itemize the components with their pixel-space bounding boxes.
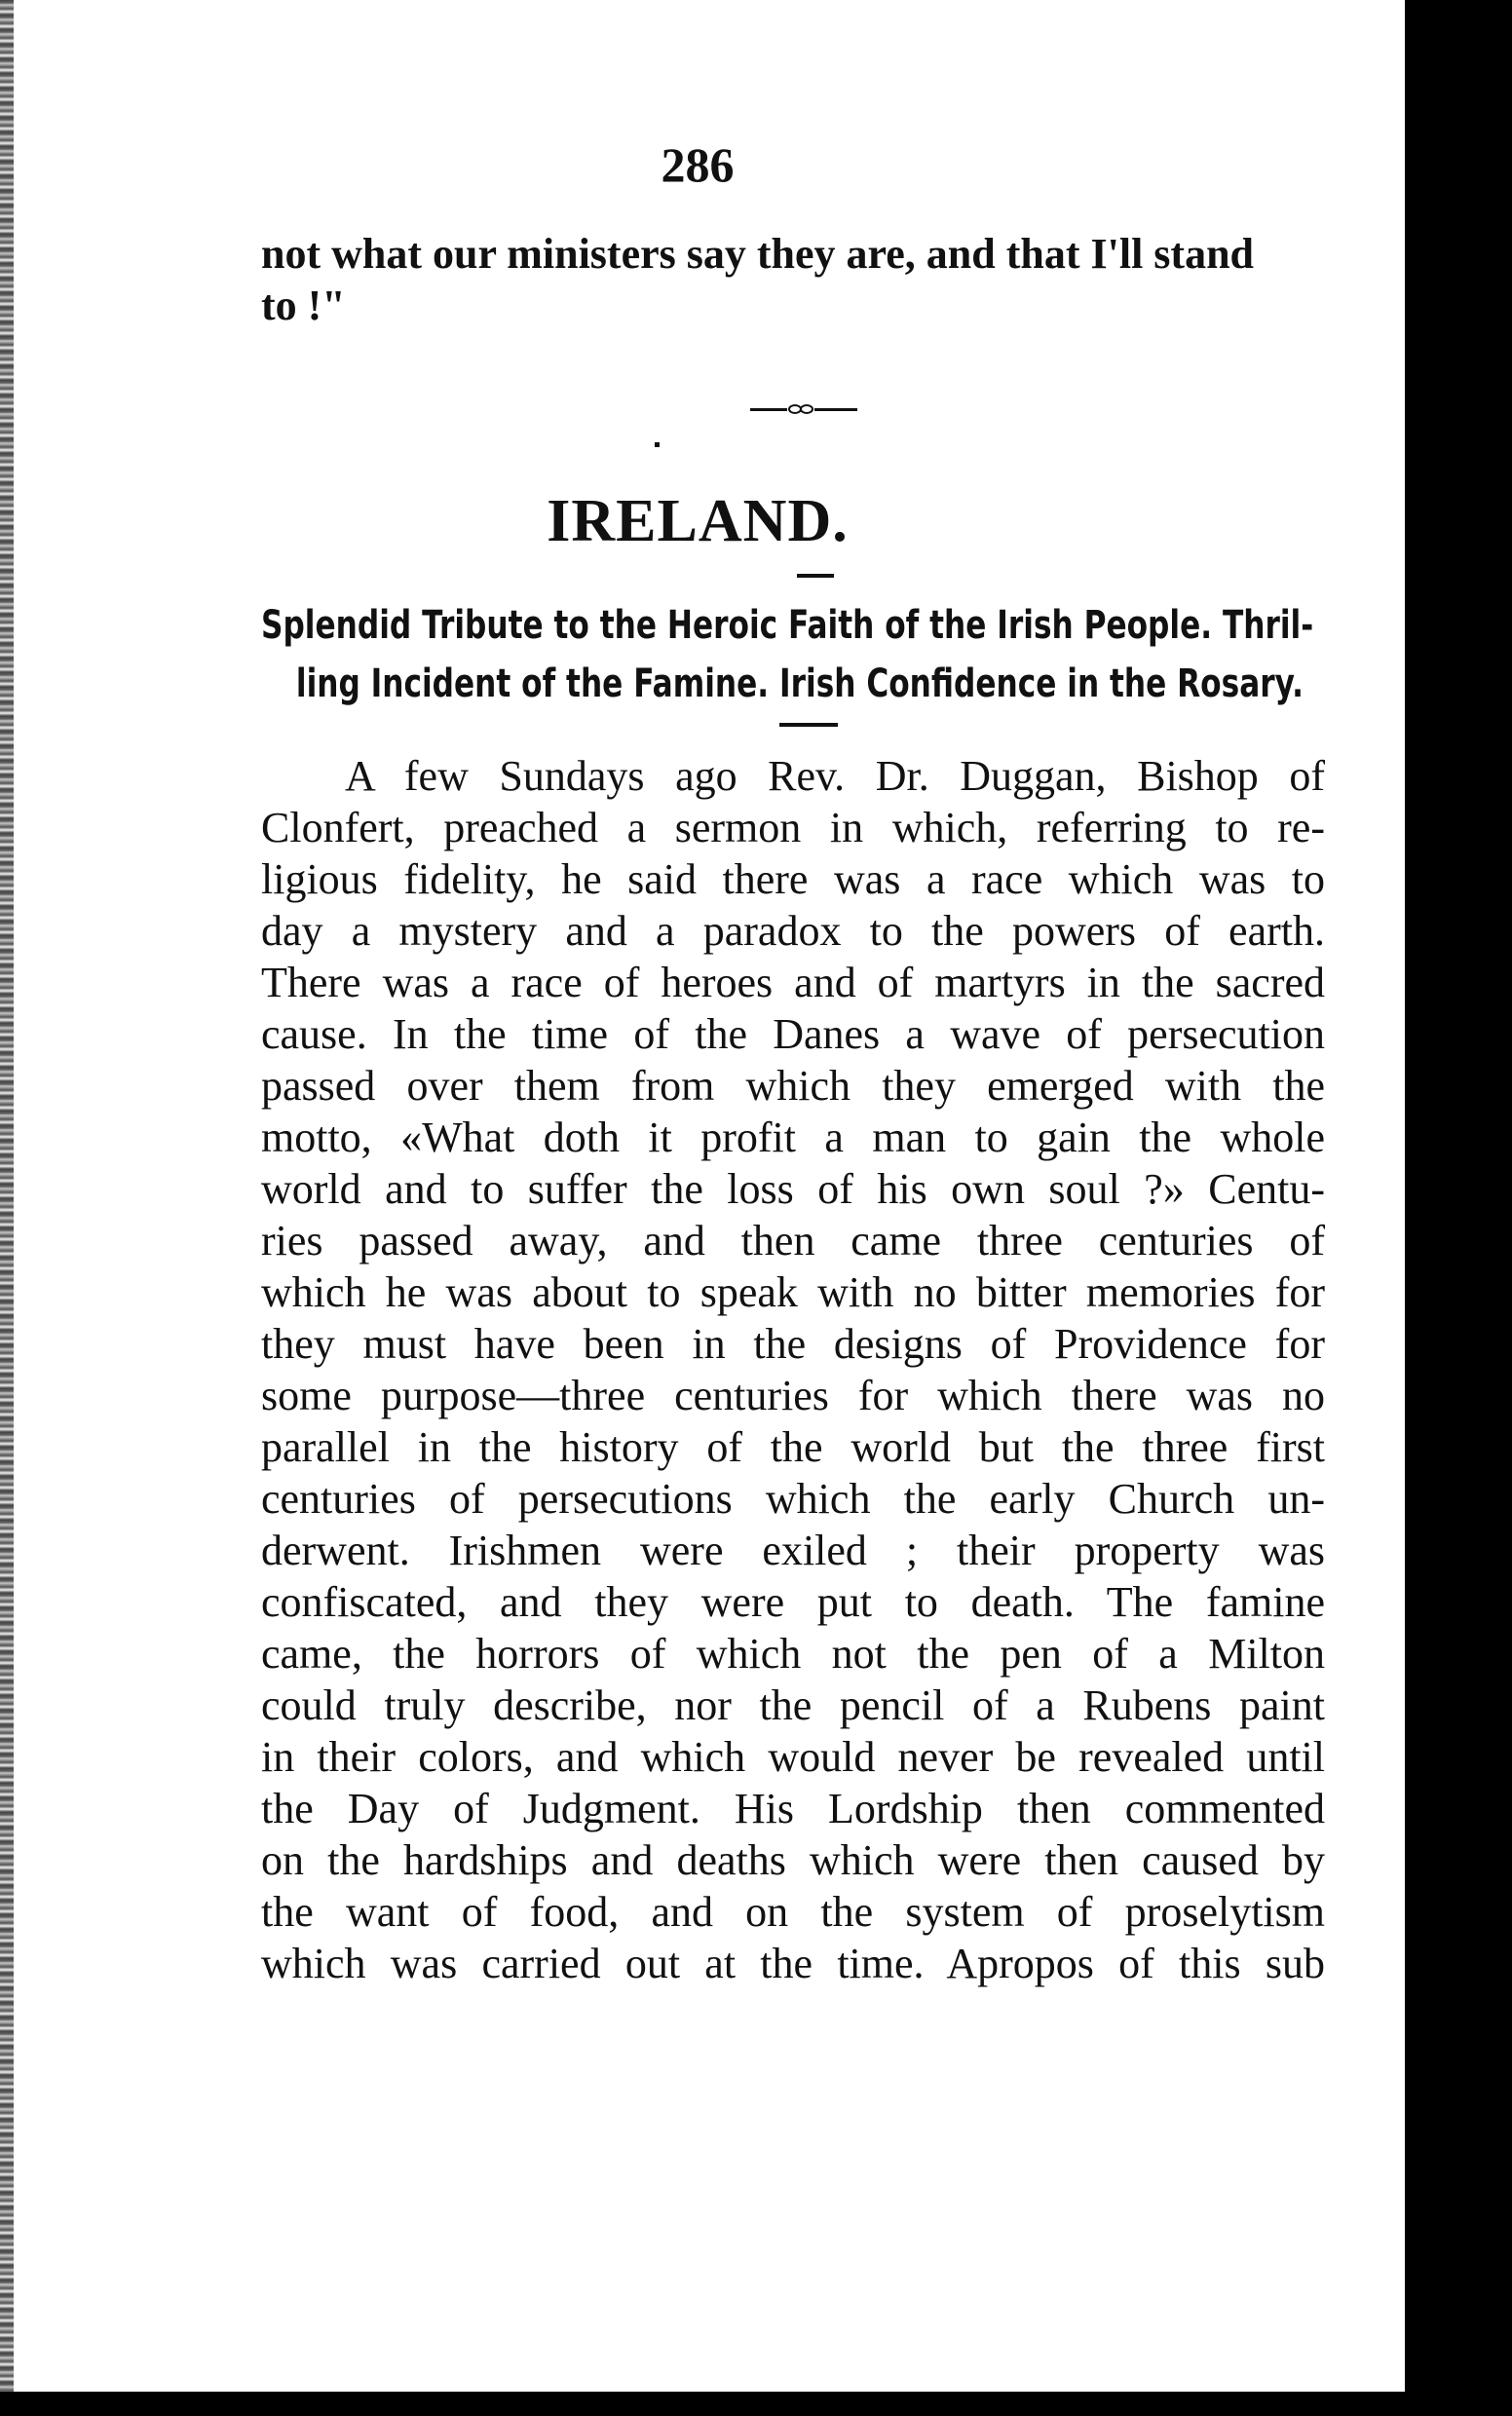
section-title: IRELAND. xyxy=(547,488,849,554)
body-line: confiscated, and they were put to death. The famine xyxy=(261,1578,1325,1626)
body-line: on the hardships and deaths which were then caused by xyxy=(261,1836,1325,1884)
dot-mark xyxy=(655,442,660,447)
short-rule xyxy=(779,723,838,727)
subtitle-line: Splendid Tribute to the Heroic Faith of the Irish People. Thril- xyxy=(261,603,1314,648)
body-text xyxy=(261,750,1325,1989)
body-line: they must have been in the designs of Providence for xyxy=(261,1320,1325,1368)
scan-right-border xyxy=(1405,0,1512,2416)
body-line: the want of food, and on the system of proselytism xyxy=(261,1888,1325,1936)
body-line: Clonfert, preached a sermon in which, referring to re- xyxy=(261,804,1325,851)
body-line: ries passed away, and then came three centuries of xyxy=(261,1217,1325,1265)
body-line: the Day of Judgment. His Lordship then commented xyxy=(261,1785,1325,1832)
body-line: centuries of persecutions which the early Church un- xyxy=(261,1475,1325,1523)
body-line: cause. In the time of the Danes a wave of persecution xyxy=(261,1010,1325,1058)
body-line: which he was about to speak with no bitter memories for xyxy=(261,1268,1325,1316)
body-line: passed over them from which they emerged with the xyxy=(261,1062,1325,1110)
short-rule xyxy=(797,574,834,578)
body-line: A few Sundays ago Rev. Dr. Duggan, Bishop of xyxy=(345,752,1325,800)
opening-line: not what our ministers say they are, and that I'll stand xyxy=(261,230,1255,278)
body-line: parallel in the history of the world but the three first xyxy=(261,1423,1325,1471)
page-number: 286 xyxy=(661,137,735,192)
scan-left-edge xyxy=(0,0,14,2416)
body-line: ligious fidelity, he said there was a race which was to xyxy=(261,855,1325,903)
subtitle-line: ling Incident of the Famine. Irish Confidence in the Rosary. xyxy=(295,661,1304,706)
body-line: derwent. Irishmen were exiled ; their property was xyxy=(261,1527,1325,1574)
body-line: There was a race of heroes and of martyrs in the sacred xyxy=(261,959,1325,1006)
body-line: day a mystery and a paradox to the powers of earth. xyxy=(261,907,1325,955)
body-line: some purpose—three centuries for which there was no xyxy=(261,1372,1325,1419)
body-line: world and to suffer the loss of his own soul ?» Centu- xyxy=(261,1165,1325,1213)
opening-text xyxy=(261,228,1325,331)
scan-bottom-border xyxy=(0,2392,1512,2416)
body-line: came, the horrors of which not the pen of a Milton xyxy=(261,1630,1325,1678)
ornament-divider xyxy=(750,402,857,416)
body-line: in their colors, and which would never be revealed until xyxy=(261,1733,1325,1781)
body-line: motto, «What doth it profit a man to gain the whole xyxy=(261,1114,1325,1161)
opening-line: to !" xyxy=(261,282,346,329)
body-line: could truly describe, nor the pencil of a Rubens paint xyxy=(261,1681,1325,1729)
section-subtitle xyxy=(261,596,1325,713)
scan-gutter xyxy=(1397,0,1405,2416)
body-line: which was carried out at the time. Apropos of this sub xyxy=(261,1940,1325,1987)
